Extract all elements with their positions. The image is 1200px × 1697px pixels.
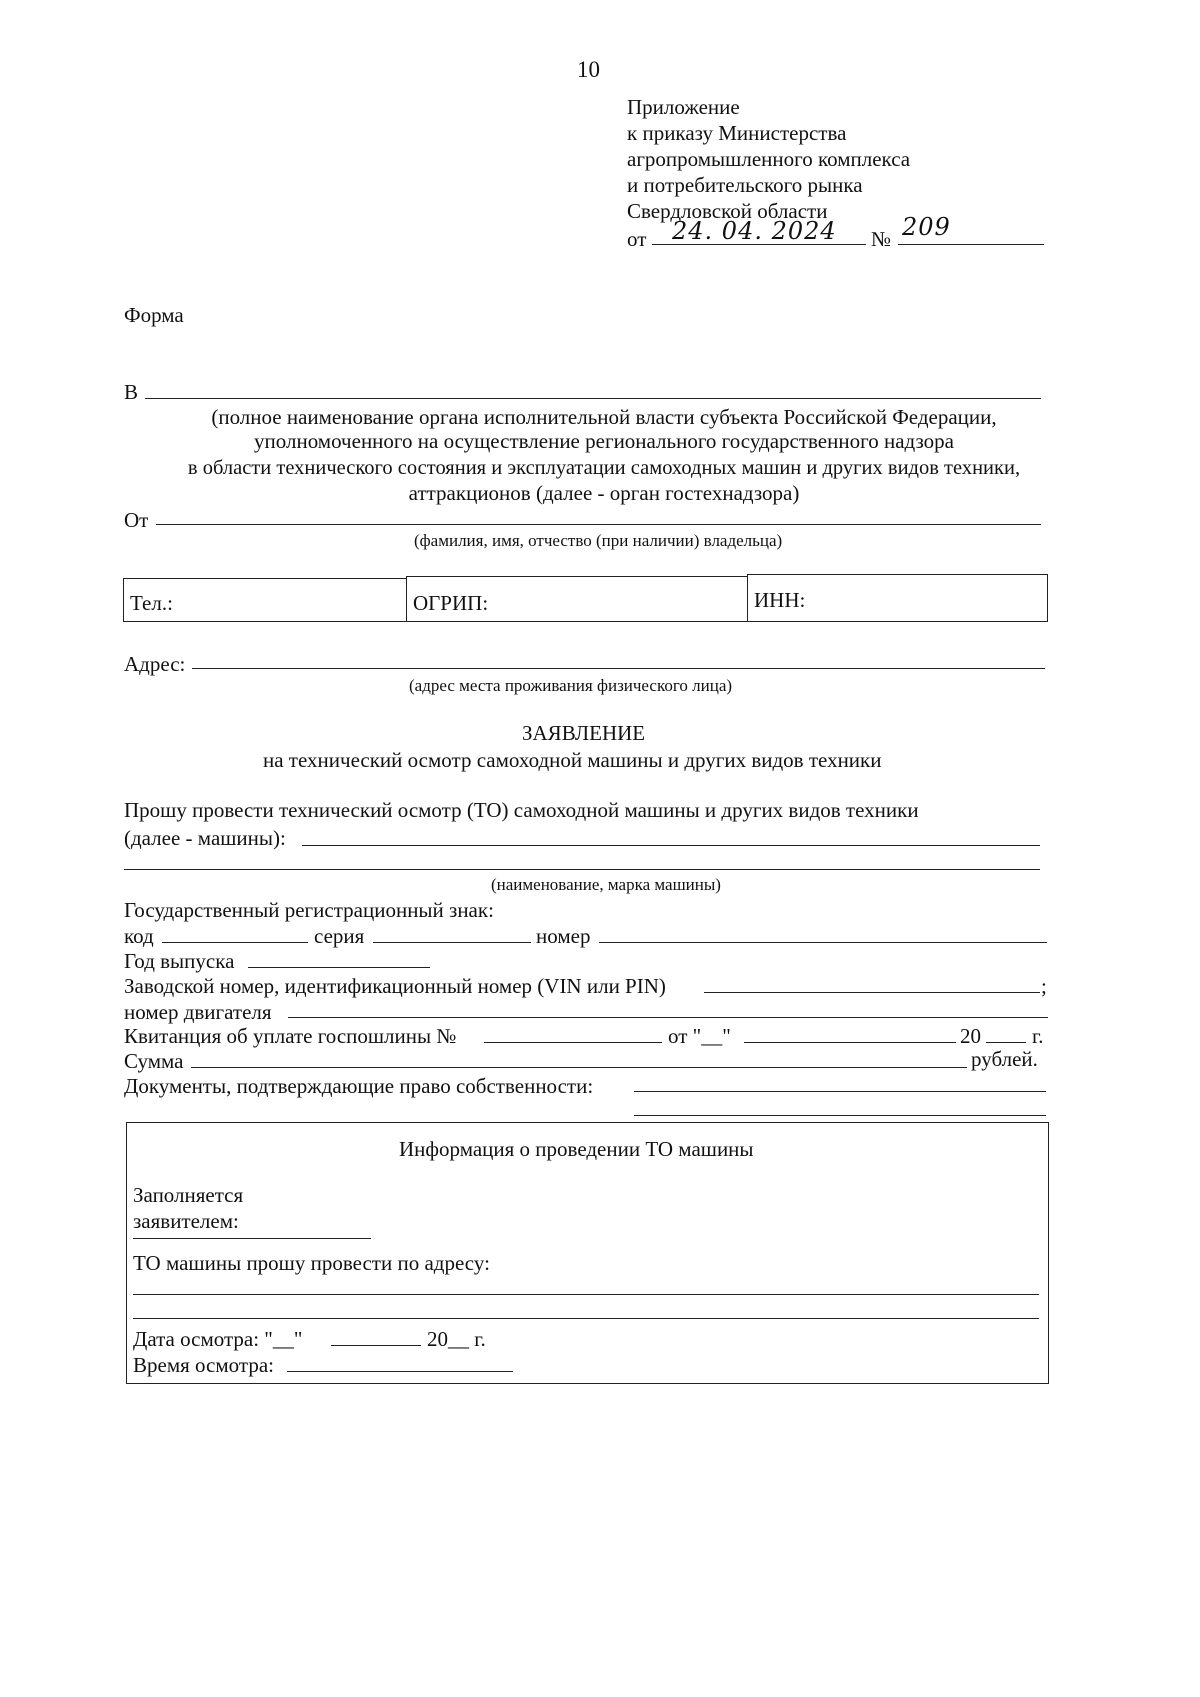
page-number: 10 (577, 57, 600, 82)
inspection-info-box (126, 1122, 1049, 1384)
address-input-line[interactable] (192, 668, 1045, 669)
owner-caption: (фамилия, имя, отчество (при наличии) владельца) (414, 531, 783, 550)
appendix-number-prefix: № (871, 227, 892, 251)
contact-table (123, 574, 1048, 622)
series-label: серия (314, 924, 365, 948)
appendix-line-5: Свердловской области (627, 199, 828, 223)
to-prefix: В (124, 380, 139, 404)
inn-cell[interactable] (747, 574, 1048, 622)
info-filled-line-2: заявителем: (133, 1209, 239, 1233)
appendix-number-value: 209 (902, 213, 951, 241)
machine-input-line-2[interactable] (124, 869, 1040, 870)
receipt-number-input-line[interactable] (484, 1042, 662, 1043)
info-address-input-line-2[interactable] (133, 1318, 1039, 1319)
vin-label: Заводской номер, идентификационный номер (VIN или PIN) (124, 974, 666, 998)
appendix-number-line (898, 244, 1044, 245)
info-date-label: Дата осмотра: "__" (133, 1327, 303, 1351)
info-time-input-line[interactable] (287, 1371, 513, 1372)
request-line-2: (далее - машины): (124, 826, 286, 850)
info-date-input-line[interactable] (331, 1345, 421, 1346)
year-label: Год выпуска (124, 949, 235, 973)
ownership-input-line-2[interactable] (634, 1115, 1046, 1116)
info-date-year: 20__ г. (427, 1327, 486, 1351)
engine-input-line[interactable] (288, 1017, 1048, 1018)
address-label: Адрес: (124, 652, 186, 676)
info-address-request: ТО машины прошу провести по адресу: (133, 1251, 490, 1275)
receipt-year-suffix: г. (1032, 1024, 1044, 1048)
receipt-label: Квитанция об уплате госпошлины № (124, 1024, 457, 1048)
receipt-year-prefix: 20 (960, 1024, 981, 1048)
vin-suffix: ; (1041, 974, 1047, 998)
authority-input-line[interactable] (145, 398, 1041, 399)
info-time-label: Время осмотра: (133, 1353, 274, 1377)
appendix-line-4: и потребительского рынка (627, 173, 863, 197)
statement-subtitle: на технический осмотр самоходной машины и других видов техники (263, 748, 882, 772)
address-caption: (адрес места проживания физического лица) (409, 676, 733, 695)
series-input-line[interactable] (373, 942, 531, 943)
appendix-line-3: агропромышленного комплекса (627, 147, 911, 171)
number-input-line[interactable] (599, 942, 1047, 943)
sum-input-line[interactable] (191, 1067, 967, 1068)
request-line-1: Прошу провести технический осмотр (ТО) самоходной машины и других видов техники (124, 798, 919, 822)
authority-caption-line-4: аттракционов (далее - орган гостехнадзора) (408, 481, 800, 505)
appendix-line-2: к приказу Министерства (627, 121, 847, 145)
ownership-input-line-1[interactable] (634, 1091, 1046, 1092)
machine-input-line-1[interactable] (302, 845, 1040, 846)
info-address-input-line-1[interactable] (133, 1294, 1039, 1295)
form-label: Форма (124, 303, 184, 327)
statement-title: ЗАЯВЛЕНИЕ (522, 721, 646, 745)
info-filled-line-1: Заполняется (133, 1183, 244, 1207)
authority-caption-line-2: уполномоченного на осуществление регионального государственного надзора (254, 429, 954, 453)
reg-sign-label: Государственный регистрационный знак: (124, 898, 494, 922)
sum-suffix: рублей. (971, 1047, 1038, 1071)
phone-cell[interactable] (123, 578, 407, 622)
ogrip-cell[interactable] (406, 576, 748, 622)
sum-label: Сумма (124, 1049, 184, 1073)
appendix-date-prefix: от (627, 227, 647, 251)
info-box-title: Информация о проведении ТО машины (399, 1137, 754, 1161)
appendix-line-1: Приложение (627, 95, 740, 119)
code-input-line[interactable] (162, 942, 308, 943)
info-filled-underline (133, 1238, 371, 1239)
machine-caption: (наименование, марка машины) (491, 875, 721, 894)
receipt-year-input-line[interactable] (986, 1042, 1026, 1043)
owner-input-line[interactable] (156, 524, 1041, 525)
code-label: код (124, 924, 154, 948)
authority-caption-line-3: в области технического состояния и эксплуатации самоходных машин и других видов техники, (187, 457, 1021, 479)
receipt-date-input-line[interactable] (744, 1042, 956, 1043)
appendix-date-value: 24. 04. 2024 (672, 217, 837, 245)
year-input-line[interactable] (248, 967, 430, 968)
phone-label: Тел.: (130, 591, 173, 615)
number-label: номер (536, 924, 591, 948)
authority-caption-line-1: (полное наименование органа исполнительной власти субъекта Российской Федерации, (211, 405, 997, 429)
ogrip-label: ОГРИП: (413, 591, 489, 615)
from-prefix: От (124, 508, 149, 532)
receipt-date-prefix: от "__" (668, 1024, 731, 1048)
inn-label: ИНН: (754, 588, 806, 612)
ownership-label: Документы, подтверждающие право собственности: (124, 1074, 594, 1098)
vin-input-line[interactable] (704, 992, 1040, 993)
engine-label: номер двигателя (124, 1000, 272, 1024)
